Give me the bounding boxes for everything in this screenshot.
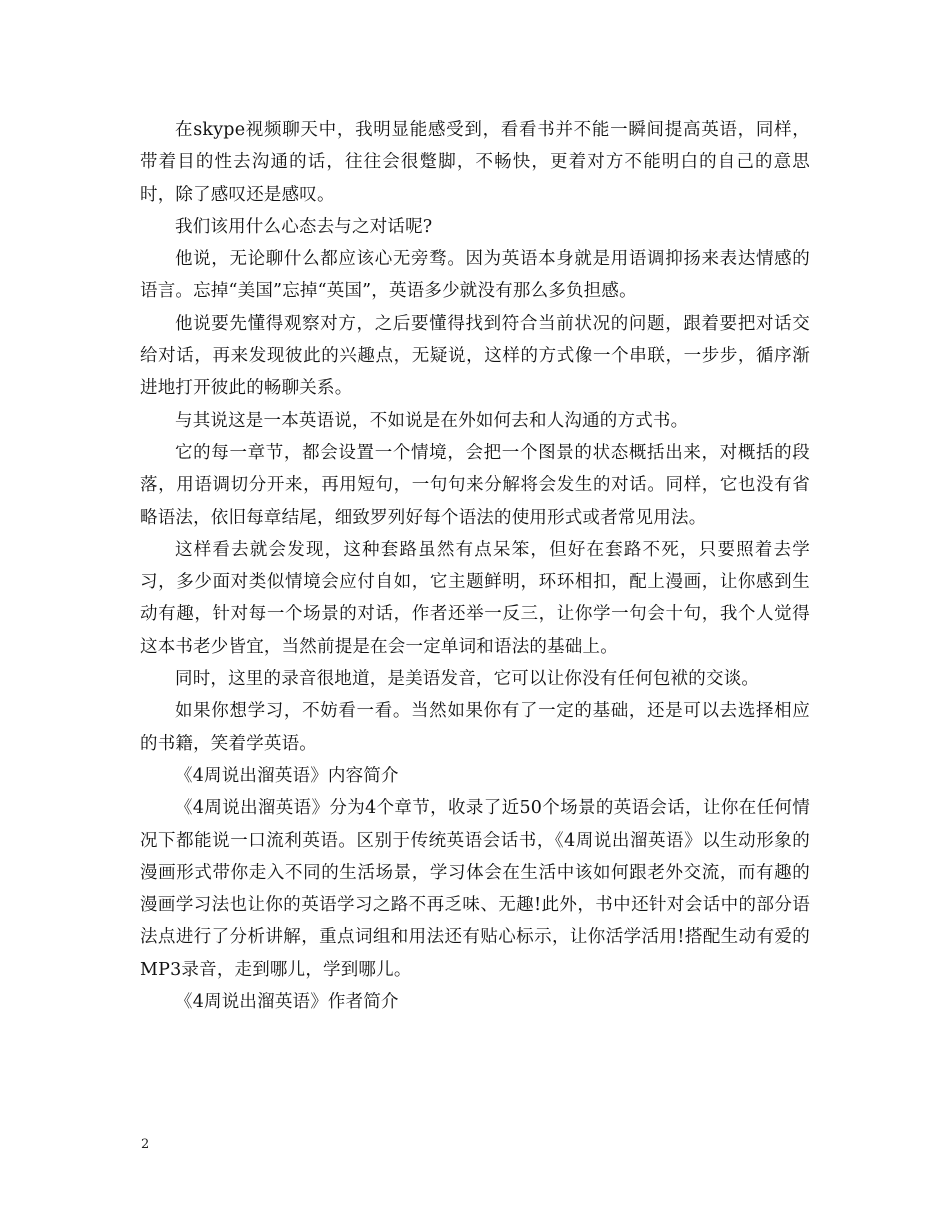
paragraph-content-summary: 《4周说出溜英语》分为4个章节，收录了近50个场景的英语会话，让你在任何情况下都能说一口流利英语。区别于传统英语会话书，《4周说出溜英语》以生动形象的漫画形式带你走入不同的生活场景，学习体会在生活中该如何跟老外交流，而有趣的漫画学习法也让你的英语学习之路不再乏味、无趣!此外，书中还针对会话中的部分语法点进行了分析讲解，重点词组和用法还有贴心标示，让你活学活用!搭配生动有爱的MP3录音，走到哪儿，学到哪儿。	[140, 798, 810, 980]
paragraph-chapters: 它的每一章节，都会设置一个情境，会把一个图景的状态概括出来，对概括的段落，用语调切分开来，再用短句，一句句来分解将会发生的对话。同样，它也没有省略语法，依旧每章结尾，细致罗列好每个语法的使用形式或者常见用法。	[140, 442, 810, 528]
paragraph-observe: 他说要先懂得观察对方，之后要懂得找到符合当前状况的问题，跟着要把对话交给对话，再来发现彼此的兴趣点，无疑说，这样的方式像一个串联，一步步，循序渐进地打开彼此的畅聊关系。	[140, 313, 810, 399]
paragraph-method-book: 与其说这是一本英语说，不如说是在外如何去和人沟通的方式书。	[175, 410, 689, 431]
heading-content-summary: 《4周说出溜英语》内容简介	[175, 765, 399, 786]
page-number: 2	[141, 1137, 150, 1152]
heading-author-summary: 《4周说出溜英语》作者简介	[175, 992, 399, 1013]
paragraph-mindset: 他说，无论聊什么都应该心无旁骛。因为英语本身就是用语调抑扬来表达情感的语言。忘掉“美国”忘掉“英国”，英语多少就没有那么多负担感。	[140, 249, 810, 302]
paragraph-recording: 同时，这里的录音很地道，是美语发音，它可以让你没有任何包袱的交谈。	[175, 669, 760, 690]
paragraph-skype-chat: 在skype视频聊天中，我明显能感受到，看看书并不能一瞬间提高英语，同样，带着目的性去沟通的话，往往会很蹩脚，不畅快，更着对方不能明白的自己的意思时，除了感叹还是感叹。	[140, 120, 810, 205]
paragraph-question: 我们该用什么心态去与之对话呢?	[175, 216, 433, 237]
paragraph-routine: 这样看去就会发现，这种套路虽然有点呆笨，但好在套路不死，只要照着去学习，多少面对类似情境会应付自如，它主题鲜明，环环相扣，配上漫画，让你感到生动有趣，针对每一个场景的对话，作者还举一反三，让你学一句会十句，我个人觉得这本书老少皆宜，当然前提是在会一定单词和语法的基础上。	[140, 539, 810, 657]
paragraph-recommendation: 如果你想学习，不妨看一看。当然如果你有了一定的基础，还是可以去选择相应的书籍，笑着学英语。	[140, 701, 810, 754]
article-body	[140, 114, 810, 1018]
